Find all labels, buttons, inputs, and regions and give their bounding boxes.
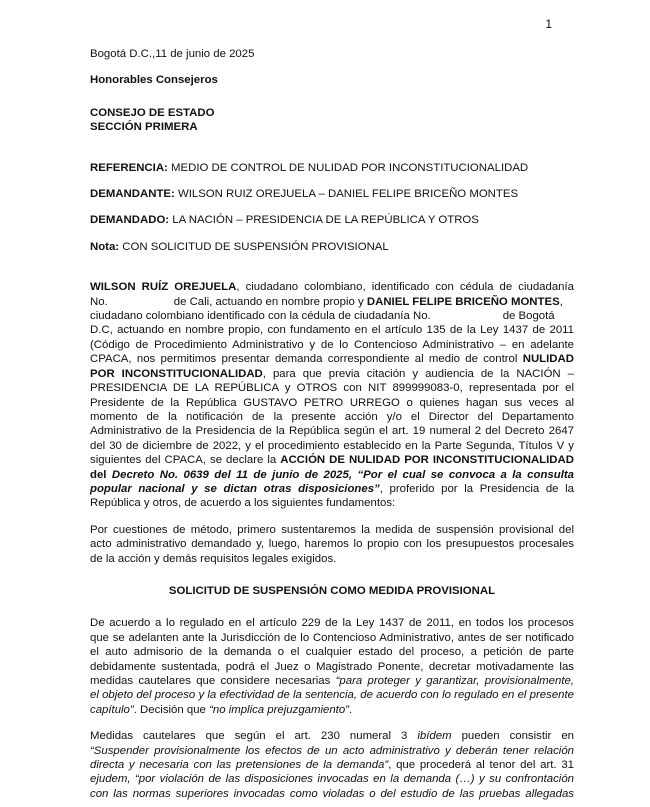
court-section: SECCIÓN PRIMERA	[90, 121, 198, 134]
text-line: momento de la notificación de la presente acción y/o el Director del Departamento	[90, 410, 574, 423]
document-body	[90, 47, 574, 801]
text-line: Por cuestiones de método, primero sustentaremos la medida de suspensión provisional del	[90, 523, 574, 536]
plaintiff-1-name: WILSON RUÍZ OREJUELA	[90, 281, 237, 294]
text-line: que se adelanten ante la Jurisdicción de lo Contencioso Administrativo, antes de ser notificado	[90, 631, 574, 644]
salutation: Honorables Consejeros	[90, 74, 218, 87]
method-paragraph	[90, 523, 574, 566]
text-line: D.C, actuando en nombre propio, con fundamento en el artículo 135 de la Ley 1437 de 2011	[90, 324, 574, 337]
demandado-label: DEMANDADO:	[90, 214, 170, 227]
bold-span: NULIDAD	[522, 353, 574, 366]
text-line: debidamente sustentada, podrá el Juez o Magistrado Ponente, decretar motivadamente las	[90, 660, 574, 673]
text-line: De acuerdo a lo regulado en el artículo 229 de la Ley 1437 de 2011, en todos los procesos	[90, 617, 574, 630]
text-line: Administrativo de la Presidencia de la República según el art. 19 numeral 2 del Decreto 2647	[90, 425, 574, 438]
text-line: República y otros, de acuerdo a los siguientes fundamentos:	[90, 497, 396, 510]
quote-span: capítulo”	[90, 703, 134, 716]
text-span: , para que previa citación y audiencia de la NACIÓN –	[262, 367, 574, 380]
text-line: Presidente de la República GUSTAVO PETRO URREGO o quienes hagan sus veces al	[90, 396, 574, 409]
quote-span: “Suspender provisionalmente los efectos de un acto administrativo y deberán tener relación	[90, 744, 574, 757]
demandante-label: DEMANDANTE:	[90, 188, 175, 201]
plaintiff-2-name: DANIEL FELIPE BRICEÑO MONTES	[366, 295, 560, 308]
quote-span: “para proteger y garantizar, provisionalmente,	[335, 675, 574, 687]
text-span: de Cali, actuando en nombre propio y	[173, 295, 367, 308]
quote-span: directa y necesaria con las pretensiones de la demanda”	[90, 759, 389, 772]
text-span: CPACA, nos permitimos presentar demanda correspondiente al medio de control	[90, 353, 523, 366]
intro-paragraph	[90, 280, 574, 511]
text-span: medidas cautelares que considere necesarias	[90, 675, 336, 687]
text-span: , que procederá al tenor del art. 31	[388, 759, 574, 772]
decree-title: popular nacional y se dictan otras disposiciones”	[90, 482, 380, 495]
section-heading: SOLICITUD DE SUSPENSIÓN COMO MEDIDA PROVISIONAL	[168, 584, 496, 597]
text-span: , proferido por la Presidencia de la	[379, 482, 574, 495]
quote-span: ibídem	[417, 730, 452, 743]
bold-span: del	[90, 468, 112, 481]
text-span: No.	[90, 295, 108, 308]
quote-span: el objeto del proceso y la efectividad de la sentencia, de acuerdo con lo regulado en el presente	[90, 689, 574, 702]
text-span: . Decisión que	[133, 703, 210, 716]
text-line: de la acción y demás requisitos legales exigidos.	[90, 552, 337, 565]
text-span: de Bogotá	[502, 310, 555, 323]
text-line: acto administrativo demandado y, luego, haremos lo propio con los presupuestos procesales	[90, 538, 574, 551]
demandado-line	[90, 213, 574, 227]
demandado-value: LA NACIÓN – PRESIDENCIA DE LA REPÚBLICA Y OTROS	[169, 214, 479, 227]
text-span: pueden consistir en	[451, 730, 574, 743]
nota-value: CON SOLICITUD DE SUSPENSIÓN PROVISIONAL	[119, 240, 389, 253]
nota-line	[90, 240, 574, 254]
regulation-paragraph	[90, 616, 574, 717]
text-span: ,	[559, 295, 563, 308]
court-name: CONSEJO DE ESTADO	[90, 106, 215, 119]
referencia-label: REFERENCIA:	[90, 161, 168, 174]
measures-paragraph	[90, 729, 574, 801]
nota-label: Nota:	[90, 240, 120, 253]
referencia-value: MEDIO DE CONTROL DE NULIDAD POR INCONSTITUCIONALIDAD	[167, 161, 529, 174]
bold-span: POR INCONSTITUCIONALIDAD	[90, 367, 263, 380]
demandante-line	[90, 187, 574, 201]
text-span: Medidas cautelares que según el art. 230 numeral 3	[90, 730, 418, 743]
quote-span: “no implica prejuzgamiento”	[209, 703, 349, 716]
page-number: 1	[545, 17, 552, 31]
text-line: (Código de Procedimiento Administrativo y de lo Contencioso Administrativo – en adelante	[90, 338, 574, 351]
text-span: .	[348, 703, 353, 716]
text-span: , ciudadano colombiano, identificado con cédula de ciudadanía	[236, 281, 574, 294]
referencia-line	[90, 161, 574, 175]
bold-span: ACCIÓN DE NULIDAD POR INCONSTITUCIONALIDAD	[280, 454, 574, 467]
demandante-value: WILSON RUIZ OREJUELA – DANIEL FELIPE BRICEÑO MONTES	[174, 188, 519, 201]
text-span: siguientes del CPACA, se declare la	[90, 454, 281, 467]
text-line: del 30 de diciembre de 2022, y el procedimiento establecido en la Parte Segunda, Títulos V y	[90, 439, 574, 452]
text-line: PRESIDENCIA DE LA REPÚBLICA y OTROS con NIT 899999083-0, representada por el	[90, 382, 574, 395]
quote-span: ejudem, “por violación de las disposiciones invocadas en la demanda (…) y su confrontación	[90, 773, 574, 786]
text-span: ciudadano colombiano identificado con la cédula de ciudadanía No.	[90, 310, 431, 323]
date-line: Bogotá D.C.,11 de junio de 2025	[90, 48, 255, 60]
decree-title: Decreto No. 0639 del 11 de junio de 2025, “Por el cual se convoca a la consulta	[111, 468, 574, 481]
text-line: el auto admisorio de la demanda o el cualquier estado del proceso, a petición de parte	[90, 646, 574, 659]
quote-span: con las normas superiores invocadas como violadas o del estudio de las pruebas allegadas	[90, 787, 574, 800]
